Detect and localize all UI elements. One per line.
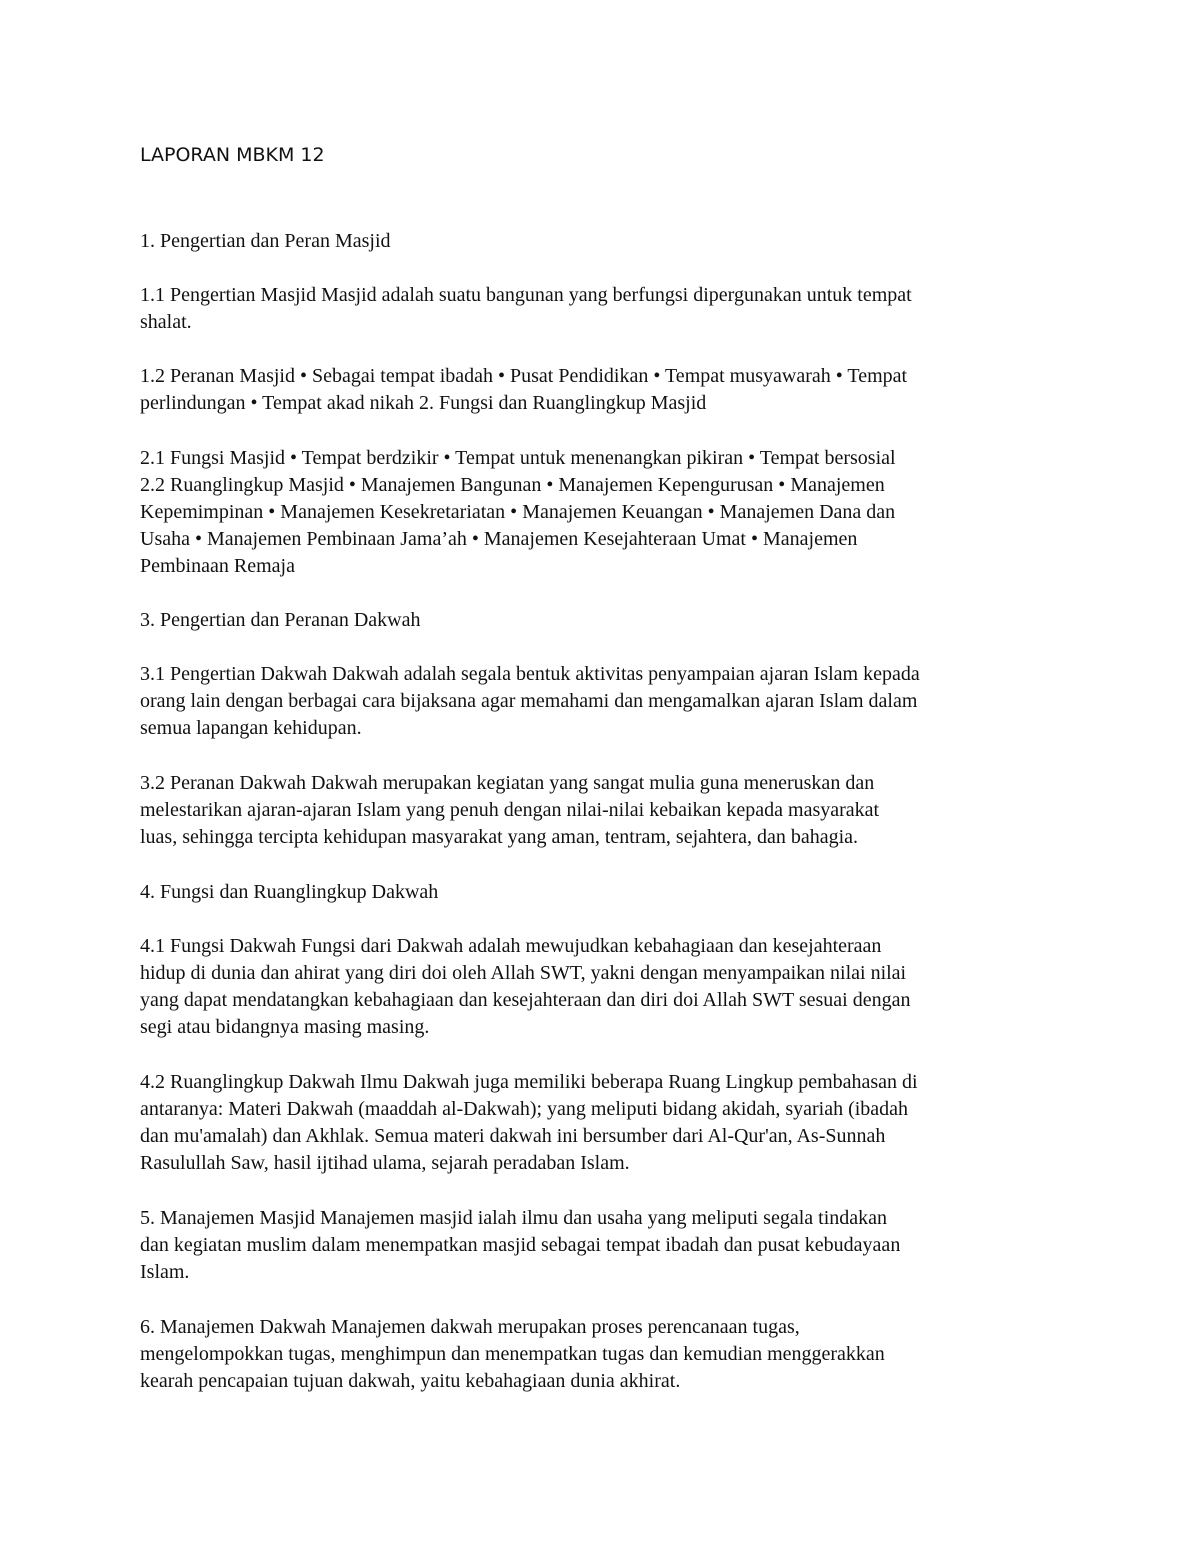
paragraph-1-2-peranan-masjid bbox=[140, 363, 1070, 417]
text-line: 2.1 Fungsi Masjid • Tempat berdzikir • Tempat untuk menenangkan pikiran • Tempat bersosial bbox=[140, 447, 896, 469]
text-line: 3.2 Peranan Dakwah Dakwah merupakan kegiatan yang sangat mulia guna meneruskan dan bbox=[140, 772, 875, 794]
text-line: Islam. bbox=[140, 1261, 190, 1283]
text-line: 1.2 Peranan Masjid • Sebagai tempat ibadah • Pusat Pendidikan • Tempat musyawarah • Tempat bbox=[140, 365, 908, 387]
heading-3-pengertian-peranan-dakwah bbox=[140, 607, 1070, 634]
text-line: 4. Fungsi dan Ruanglingkup Dakwah bbox=[140, 881, 439, 903]
paragraph-2-fungsi-ruanglingkup-masjid bbox=[140, 445, 1070, 580]
text-line: yang dapat mendatangkan kebahagiaan dan kesejahteraan dan diri doi Allah SWT sesuai dengan bbox=[140, 989, 911, 1011]
text-line: 3. Pengertian dan Peranan Dakwah bbox=[140, 609, 421, 631]
text-line: 4.2 Ruanglingkup Dakwah Ilmu Dakwah juga memiliki beberapa Ruang Lingkup pembahasan di bbox=[140, 1071, 918, 1093]
text-line: antaranya: Materi Dakwah (maaddah al-Dakwah); yang meliputi bidang akidah, syariah (ibadah bbox=[140, 1098, 909, 1120]
text-line: melestarikan ajaran-ajaran Islam yang penuh dengan nilai-nilai kebaikan kepada masyarakat bbox=[140, 799, 880, 821]
text-line: 1.1 Pengertian Masjid Masjid adalah suatu bangunan yang berfungsi dipergunakan untuk tempat bbox=[140, 284, 912, 306]
heading-4-fungsi-ruanglingkup-dakwah bbox=[140, 879, 1070, 906]
text-line: Kepemimpinan • Manajemen Kesekretariatan • Manajemen Keuangan • Manajemen Dana dan bbox=[140, 501, 896, 523]
paragraph-3-1-pengertian-dakwah bbox=[140, 661, 1070, 742]
text-line: Rasulullah Saw, hasil ijtihad ulama, sejarah peradaban Islam. bbox=[140, 1152, 630, 1174]
text-line: 6. Manajemen Dakwah Manajemen dakwah merupakan proses perencanaan tugas, bbox=[140, 1316, 800, 1338]
text-line: orang lain dengan berbagai cara bijaksana agar memahami dan mengamalkan ajaran Islam dalam bbox=[140, 690, 918, 712]
text-line: semua lapangan kehidupan. bbox=[140, 717, 362, 739]
paragraph-4-2-ruanglingkup-dakwah bbox=[140, 1069, 1070, 1177]
text-line: hidup di dunia dan ahirat yang diri doi oleh Allah SWT, yakni dengan menyampaikan nilai nilai bbox=[140, 962, 907, 984]
text-line: dan mu'amalah) dan Akhlak. Semua materi dakwah ini bersumber dari Al-Qur'an, As-Sunnah bbox=[140, 1125, 886, 1147]
text-line: 5. Manajemen Masjid Manajemen masjid ialah ilmu dan usaha yang meliputi segala tindakan bbox=[140, 1207, 888, 1229]
paragraph-4-1-fungsi-dakwah bbox=[140, 933, 1070, 1041]
text-line: 4.1 Fungsi Dakwah Fungsi dari Dakwah adalah mewujudkan kebahagiaan dan kesejahteraan bbox=[140, 935, 882, 957]
text-line: luas, sehingga tercipta kehidupan masyarakat yang aman, tentram, sejahtera, dan bahagia. bbox=[140, 826, 859, 848]
document-title: LAPORAN MBKM 12 bbox=[140, 144, 325, 166]
text-line: mengelompokkan tugas, menghimpun dan menempatkan tugas dan kemudian menggerakkan bbox=[140, 1343, 885, 1365]
paragraph-6-manajemen-dakwah bbox=[140, 1314, 1070, 1395]
text-line: dan kegiatan muslim dalam menempatkan masjid sebagai tempat ibadah dan pusat kebudayaan bbox=[140, 1234, 901, 1256]
paragraph-3-2-peranan-dakwah bbox=[140, 770, 1070, 851]
text-line: kearah pencapaian tujuan dakwah, yaitu kebahagiaan dunia akhirat. bbox=[140, 1370, 681, 1392]
paragraph-1-1-pengertian-masjid bbox=[140, 282, 1070, 336]
text-line: perlindungan • Tempat akad nikah 2. Fungsi dan Ruanglingkup Masjid bbox=[140, 392, 707, 414]
heading-1-pengertian-peran-masjid bbox=[140, 228, 1070, 255]
text-line: Pembinaan Remaja bbox=[140, 555, 295, 577]
text-line: segi atau bidangnya masing masing. bbox=[140, 1016, 430, 1038]
text-line: Usaha • Manajemen Pembinaan Jama’ah • Manajemen Kesejahteraan Umat • Manajemen bbox=[140, 528, 858, 550]
paragraph-5-manajemen-masjid bbox=[140, 1205, 1070, 1286]
text-line: shalat. bbox=[140, 311, 192, 333]
text-line: 3.1 Pengertian Dakwah Dakwah adalah segala bentuk aktivitas penyampaian ajaran Islam kepada bbox=[140, 663, 920, 685]
text-line: 2.2 Ruanglingkup Masjid • Manajemen Bangunan • Manajemen Kepengurusan • Manajemen bbox=[140, 474, 885, 496]
text-line: 1. Pengertian dan Peran Masjid bbox=[140, 230, 391, 252]
